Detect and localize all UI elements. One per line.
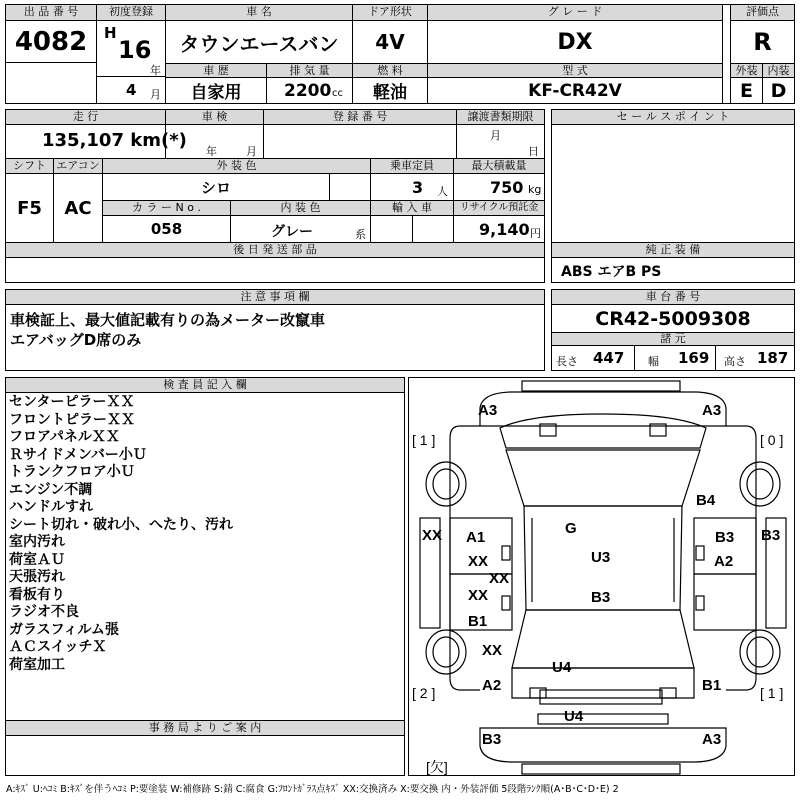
exterior-grade: E [740,79,753,102]
color-number-label: カ ラ ー N o . [102,200,231,216]
length: 447 [593,349,625,367]
equipment-label: 純 正 装 備 [551,242,795,258]
lot-number: 4082 [14,27,88,57]
displacement: 2200 [284,81,332,101]
rear-bumper [540,690,662,704]
era-letter: H [104,24,117,42]
right-handle-2 [696,596,704,610]
length-label: 長さ [556,355,578,368]
mark-b3-right: B3 [715,529,735,546]
max-load-unit: kg [528,183,542,196]
inspector-line: ハンドルすれ [9,499,93,515]
model-name: タウンエースバン [179,31,339,56]
mark-a3-bottom: A3 [702,731,722,748]
inspector-line: ＡＣスイッチＸ [9,639,107,655]
vehicle-history: 自家用 [190,83,242,103]
mark-xx-left-door2: XX [468,587,489,604]
displacement-unit: cc [332,88,343,99]
inspector-line: トランクフロア小Ｕ [9,464,135,480]
vehicle-damage-diagram [410,378,796,776]
inspector-line: Ｒサイドメンバー小Ｕ [9,446,147,463]
tire-front-right: [ 0 ] [760,432,784,448]
right-rear-door [694,574,756,630]
chassis-label: 車 台 番 号 [551,289,795,305]
capacity-label: 乗車定員 [370,158,454,174]
grade-label: グ レ ー ド [427,4,723,21]
interior-color: グレー [271,224,313,240]
chassis-number: CR42-5009308 [595,307,751,330]
mileage: 135,107 km(*) [42,130,187,151]
ac-label: エアコン [53,158,103,174]
first-reg-divider [96,76,166,77]
model-type: KF-CR42V [528,80,622,101]
interior-label: 内装 [762,63,795,78]
capacity-unit: 人 [437,185,448,198]
interior-color-suffix: 系 [355,228,366,241]
history-label: 車 歴 [165,63,267,78]
inspector-notes [9,394,233,674]
mark-b1-right: B1 [702,677,722,694]
exterior-label: 外装 [730,63,763,78]
inspector-line: フロントピラーＸＸ [9,411,135,428]
tire-rear-right: [ 1 ] [760,685,784,701]
notes-line-1: 車検証上、最大値記載有りの為メーター改竄車 [10,311,326,329]
mark-u4-top: U4 [552,659,572,676]
notes-label: 注 意 事 項 欄 [5,289,545,305]
shift-label: シフト [5,158,54,174]
mark-b4: B4 [696,492,716,509]
import-label: 輸 入 車 [370,200,454,216]
height: 187 [757,349,789,367]
inspection-label: 車 検 [165,109,264,125]
capacity: 3 [412,178,424,197]
month-unit: 月 [150,88,161,101]
rear-window [512,610,694,668]
door-label: ドア形状 [352,4,428,21]
mark-b3-center: B3 [591,589,611,606]
mark-a2-left: A2 [482,677,502,694]
recycle-fee: 9,140 [479,220,530,239]
office-label: 事 務 局 よ り ご 案 内 [5,720,405,736]
spare-tire: [欠] [426,759,448,775]
transfer-day-unit: 日 [528,145,539,158]
tire-front-left: [ 1 ] [412,432,436,448]
equipment: ABS エアB PS [561,264,662,280]
interior-grade: D [770,79,787,102]
reg-number-label: 登 録 番 号 [263,109,457,125]
height-label: 高さ [724,355,746,368]
width-label: 幅 [648,355,659,368]
model-name-label: 車 名 [165,4,353,21]
later-parts-label: 後 日 発 送 部 品 [5,242,545,258]
inspector-line: センターピラーＸＸ [9,394,135,410]
fuel-label: 燃 料 [352,63,428,78]
inspector-line: 天張汚れ [9,569,65,585]
first-registration-label: 初度登録 [96,4,166,21]
inspector-line: ガラスフィルム張 [9,621,119,638]
registration-month: 4 [126,81,137,99]
mark-xx-left: XX [422,527,443,544]
interior-color-label: 内 装 色 [230,200,371,216]
rear-bumper-bottom [522,764,680,774]
tire-rear-left: [ 2 ] [412,685,436,701]
inspector-line: 荷室ＡＵ [9,551,65,568]
inspection-month-unit: 月 [246,145,257,158]
max-load: 750 [490,178,524,197]
mark-b3-right-side: B3 [761,527,781,544]
legend-footer: A:ｷｽﾞ U:ﾍｺﾐ B:ｷｽﾞを伴うﾍｺﾐ P:要塗装 W:補修跡 S:錆 C:腐食 G:ﾌﾛﾝﾄｶﾞﾗｽ点ｷｽﾞ XX:交換済み X:要交換 内・外装評価 5段階ﾗﾝｸ順(A･B･C･D･E) 2 [6,784,619,795]
mark-a3-front-right: A3 [702,402,722,419]
lot-number-label: 出 品 番 号 [5,4,97,21]
front-outline [480,392,726,426]
year-unit: 年 [150,64,161,77]
fuel: 軽油 [373,83,407,103]
score-label: 評価点 [730,4,795,21]
air-conditioner: AC [64,197,92,219]
mark-b3-bottom: B3 [482,731,502,748]
displacement-label: 排 気 量 [266,63,353,78]
width: 169 [678,349,710,367]
mark-xx-left-door1: XX [468,553,489,570]
import-cell-b [412,215,454,243]
inspector-line: 看板有り [9,586,65,603]
inspector-label: 検 査 員 記 入 欄 [5,377,405,393]
right-handle-1 [696,546,704,560]
inspector-line: シート切れ・破れ小、へたり、汚れ [9,516,233,533]
reg-number-cell [263,124,457,159]
mark-u4-bottom: U4 [564,708,584,725]
mark-u3: U3 [591,549,611,566]
sales-points-label: セ ー ル ス ポ イ ン ト [551,109,795,125]
windshield [506,450,700,506]
notes-line-2: エアバッグD席のみ [10,331,142,349]
rear-step [538,714,668,724]
lot-lower-cell [5,62,97,104]
score: R [753,28,772,56]
mark-a3-front-left: A3 [478,402,498,419]
mileage-label: 走 行 [5,109,166,125]
transfer-month-unit: 月 [490,129,501,142]
inspector-line: ラジオ不良 [9,604,79,620]
shift: F5 [17,197,42,219]
exterior-color-label: 外 装 色 [102,158,371,174]
left-handle-1 [502,546,510,560]
recycle-fee-label: リサイクル預託金 [453,200,545,216]
inspector-line: 室内汚れ [9,534,65,550]
mark-a1: A1 [466,529,486,546]
mark-xx-center: XX [489,570,510,587]
color-number: 058 [150,220,183,238]
max-load-label: 最大積載量 [453,158,545,174]
mark-a2-right: A2 [714,553,734,570]
recycle-fee-unit: 円 [530,227,541,240]
mark-b1-left: B1 [468,613,488,630]
registration-year: 16 [118,36,152,64]
inspector-line: 荷室加工 [9,656,65,673]
mark-g: G [565,520,577,537]
left-handle-2 [502,596,510,610]
spec-label: 諸 元 [551,332,795,346]
tailgate [512,668,694,698]
grade: DX [557,29,593,55]
inspection-year-unit: 年 [206,145,217,158]
transfer-deadline-label: 譲渡書類期限 [456,109,545,125]
import-cell-a [370,215,413,243]
exterior-color-extra-cell [329,173,371,201]
door-type: 4V [375,30,405,54]
rear-outline [480,728,726,762]
type-label: 型 式 [427,63,723,78]
exterior-color: シロ [200,178,231,197]
inspector-line: エンジン不調 [9,481,93,498]
hood [500,414,706,448]
inspector-line: フロアパネルＸＸ [9,429,120,445]
mark-xx-rear-left: XX [482,642,503,659]
front-bumper-top [522,381,680,391]
